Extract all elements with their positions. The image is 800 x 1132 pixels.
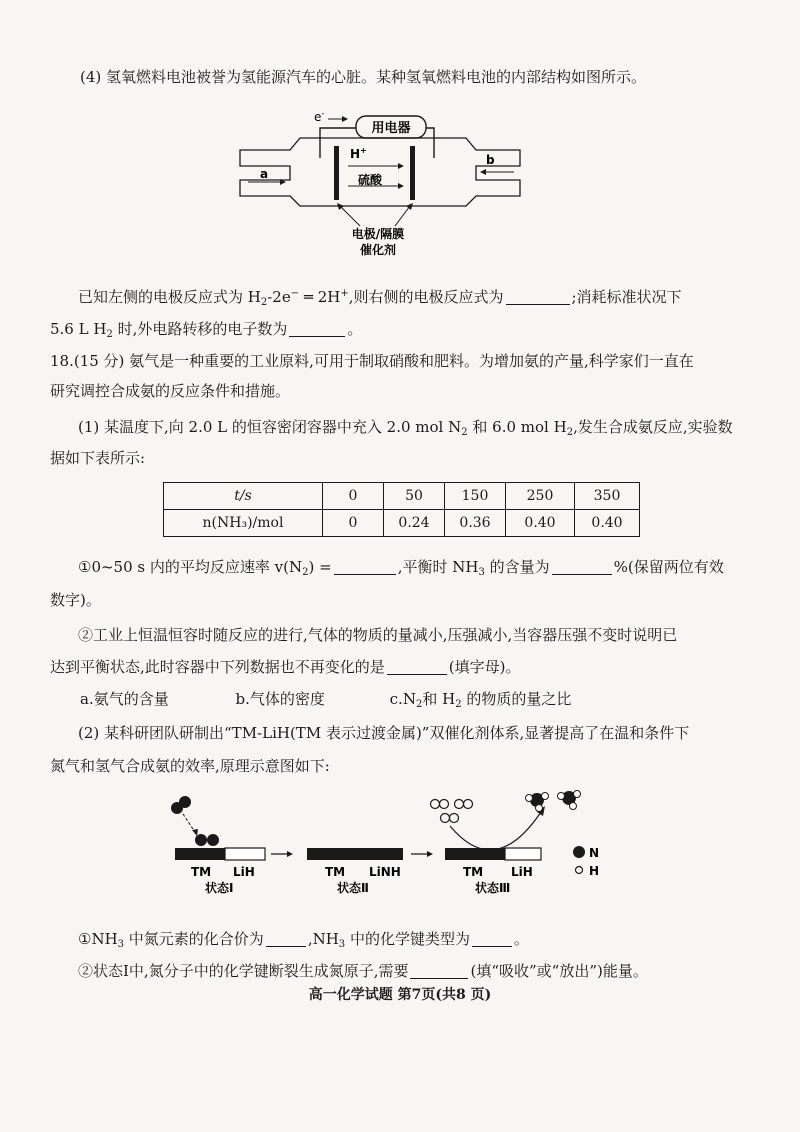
s1-lih-label: LiH <box>233 865 255 879</box>
option-a: a.氨气的含量 <box>80 690 169 708</box>
input-a-label: a <box>260 167 269 181</box>
catalyst-label: 催化剂 <box>359 243 397 257</box>
q18-p2: (2) 某科研团队研制出“TM-LiH(TM 表示过渡金属)”双催化剂体系,显著提高了在温和条件下 <box>78 724 690 742</box>
s3-name: 状态Ⅲ <box>475 881 511 895</box>
s3-lih-label: LiH <box>511 865 533 879</box>
s1-tm-label: TM <box>191 865 212 879</box>
table-cell: 0 <box>323 510 384 537</box>
fuel-cell-diagram <box>230 108 530 258</box>
s1-name: 状态Ⅰ <box>205 881 234 895</box>
table-cell: 0.36 <box>445 510 506 537</box>
q18-sub2-cont: 达到平衡状态,此时容器中下列数据也不再变化的是 (填字母)。 <box>50 658 521 676</box>
table-cell: 0.24 <box>384 510 445 537</box>
answer-blank[interactable] <box>410 962 468 979</box>
q17-4-line-1: 已知左侧的电极反应式为 $H_2-2e^-$ ═ 2H+,则右侧的电极反应式为 ;消耗标准状况下 <box>78 288 682 308</box>
answer-blank[interactable] <box>334 558 396 575</box>
answer-blank[interactable] <box>289 320 345 337</box>
legend-h: H <box>589 864 600 878</box>
q18-sub3: $①NH_3$ 中氮元素的化合价为 $,NH_3$ 中的化学键类型为 。 <box>78 930 529 950</box>
q18-p1-cont: 据如下表所示: <box>50 449 146 467</box>
right-electrode <box>410 146 415 200</box>
electron-label: e- <box>314 109 325 124</box>
s3-tm-label: TM <box>463 865 484 879</box>
s2-tm-label: TM <box>325 865 346 879</box>
electrolyte-label: 硫酸 <box>357 173 383 187</box>
q17-4-line-2: 5.6 L $H_2$ 时,外电路转移的电子数为 。 <box>50 320 363 340</box>
table-row <box>164 510 640 537</box>
device-label: 用电器 <box>371 121 411 136</box>
catalyst-scheme <box>165 790 635 900</box>
answer-blank[interactable] <box>266 930 306 947</box>
membrane-label: 电极/隔膜 <box>351 227 405 241</box>
answer-blank[interactable] <box>552 558 612 575</box>
q17-4-intro: (4) 氢氧燃料电池被誉为氢能源汽车的心脏。某种氢氧燃料电池的内部结构如图所示。 <box>80 68 647 86</box>
table-row-label: n(NH₃)/mol <box>164 510 323 537</box>
table-cell: 0 <box>323 483 384 510</box>
q18-header: 18.(15 分) 氨气是一种重要的工业原料,可用于制取硝酸和肥料。为增加氨的产量,科学家们一直在 <box>50 352 694 370</box>
q18-p1: (1) 某温度下,向 2.0 L 的恒容密闭容器中充入 2.0 mol $N_2$ 和 6.0 mol $H_2$,发生合成氨反应,实验数 <box>78 418 733 438</box>
answer-blank[interactable] <box>387 658 447 675</box>
q18-sub2: ②工业上恒温恒容时随反应的进行,气体的物质的量减小,压强减小,当容器压强不变时说明已 <box>78 626 678 644</box>
left-electrode <box>334 146 339 200</box>
table-cell: 250 <box>506 483 575 510</box>
input-b-label: b <box>486 153 495 167</box>
table-cell: 0.40 <box>506 510 575 537</box>
table-cell: 50 <box>384 483 445 510</box>
q18-p2-cont: 氮气和氢气合成氨的效率,原理示意图如下: <box>50 757 330 775</box>
table-cell: 150 <box>445 483 506 510</box>
proton-label: H+ <box>350 146 367 161</box>
q18-sub1-cont: 数字)。 <box>50 591 101 609</box>
page-footer: 高一化学试题 第7页(共8 页) <box>308 987 492 1003</box>
answer-blank[interactable] <box>506 288 570 305</box>
table-cell: 350 <box>575 483 640 510</box>
option-b: b.气体的密度 <box>235 690 325 708</box>
table-row <box>164 483 640 510</box>
q18-header-2: 研究调控合成氨的反应条件和措施。 <box>50 382 291 400</box>
legend-n: N <box>589 846 600 860</box>
q18-options <box>80 688 800 710</box>
cell-body <box>240 138 520 206</box>
s2-name: 状态Ⅱ <box>337 881 369 895</box>
table-row-label: t/s <box>164 483 323 510</box>
data-table <box>163 482 640 537</box>
answer-blank[interactable] <box>472 930 512 947</box>
q18-sub4: ②状态Ⅰ中,氮分子中的化学键断裂生成氮原子,需要 (填“吸收”或“放出”)能量。 <box>78 962 648 980</box>
s2-linh-label: LiNH <box>369 865 401 879</box>
q18-sub1: ①0~50 s 内的平均反应速率 $v(N_2)$ = ,平衡时 $NH_3$ 的含量为 %(保留两位有效 <box>78 558 724 578</box>
table-cell: 0.40 <box>575 510 640 537</box>
option-c: $c.N_2$和 $H_2$ 的物质的量之比 <box>389 690 572 710</box>
